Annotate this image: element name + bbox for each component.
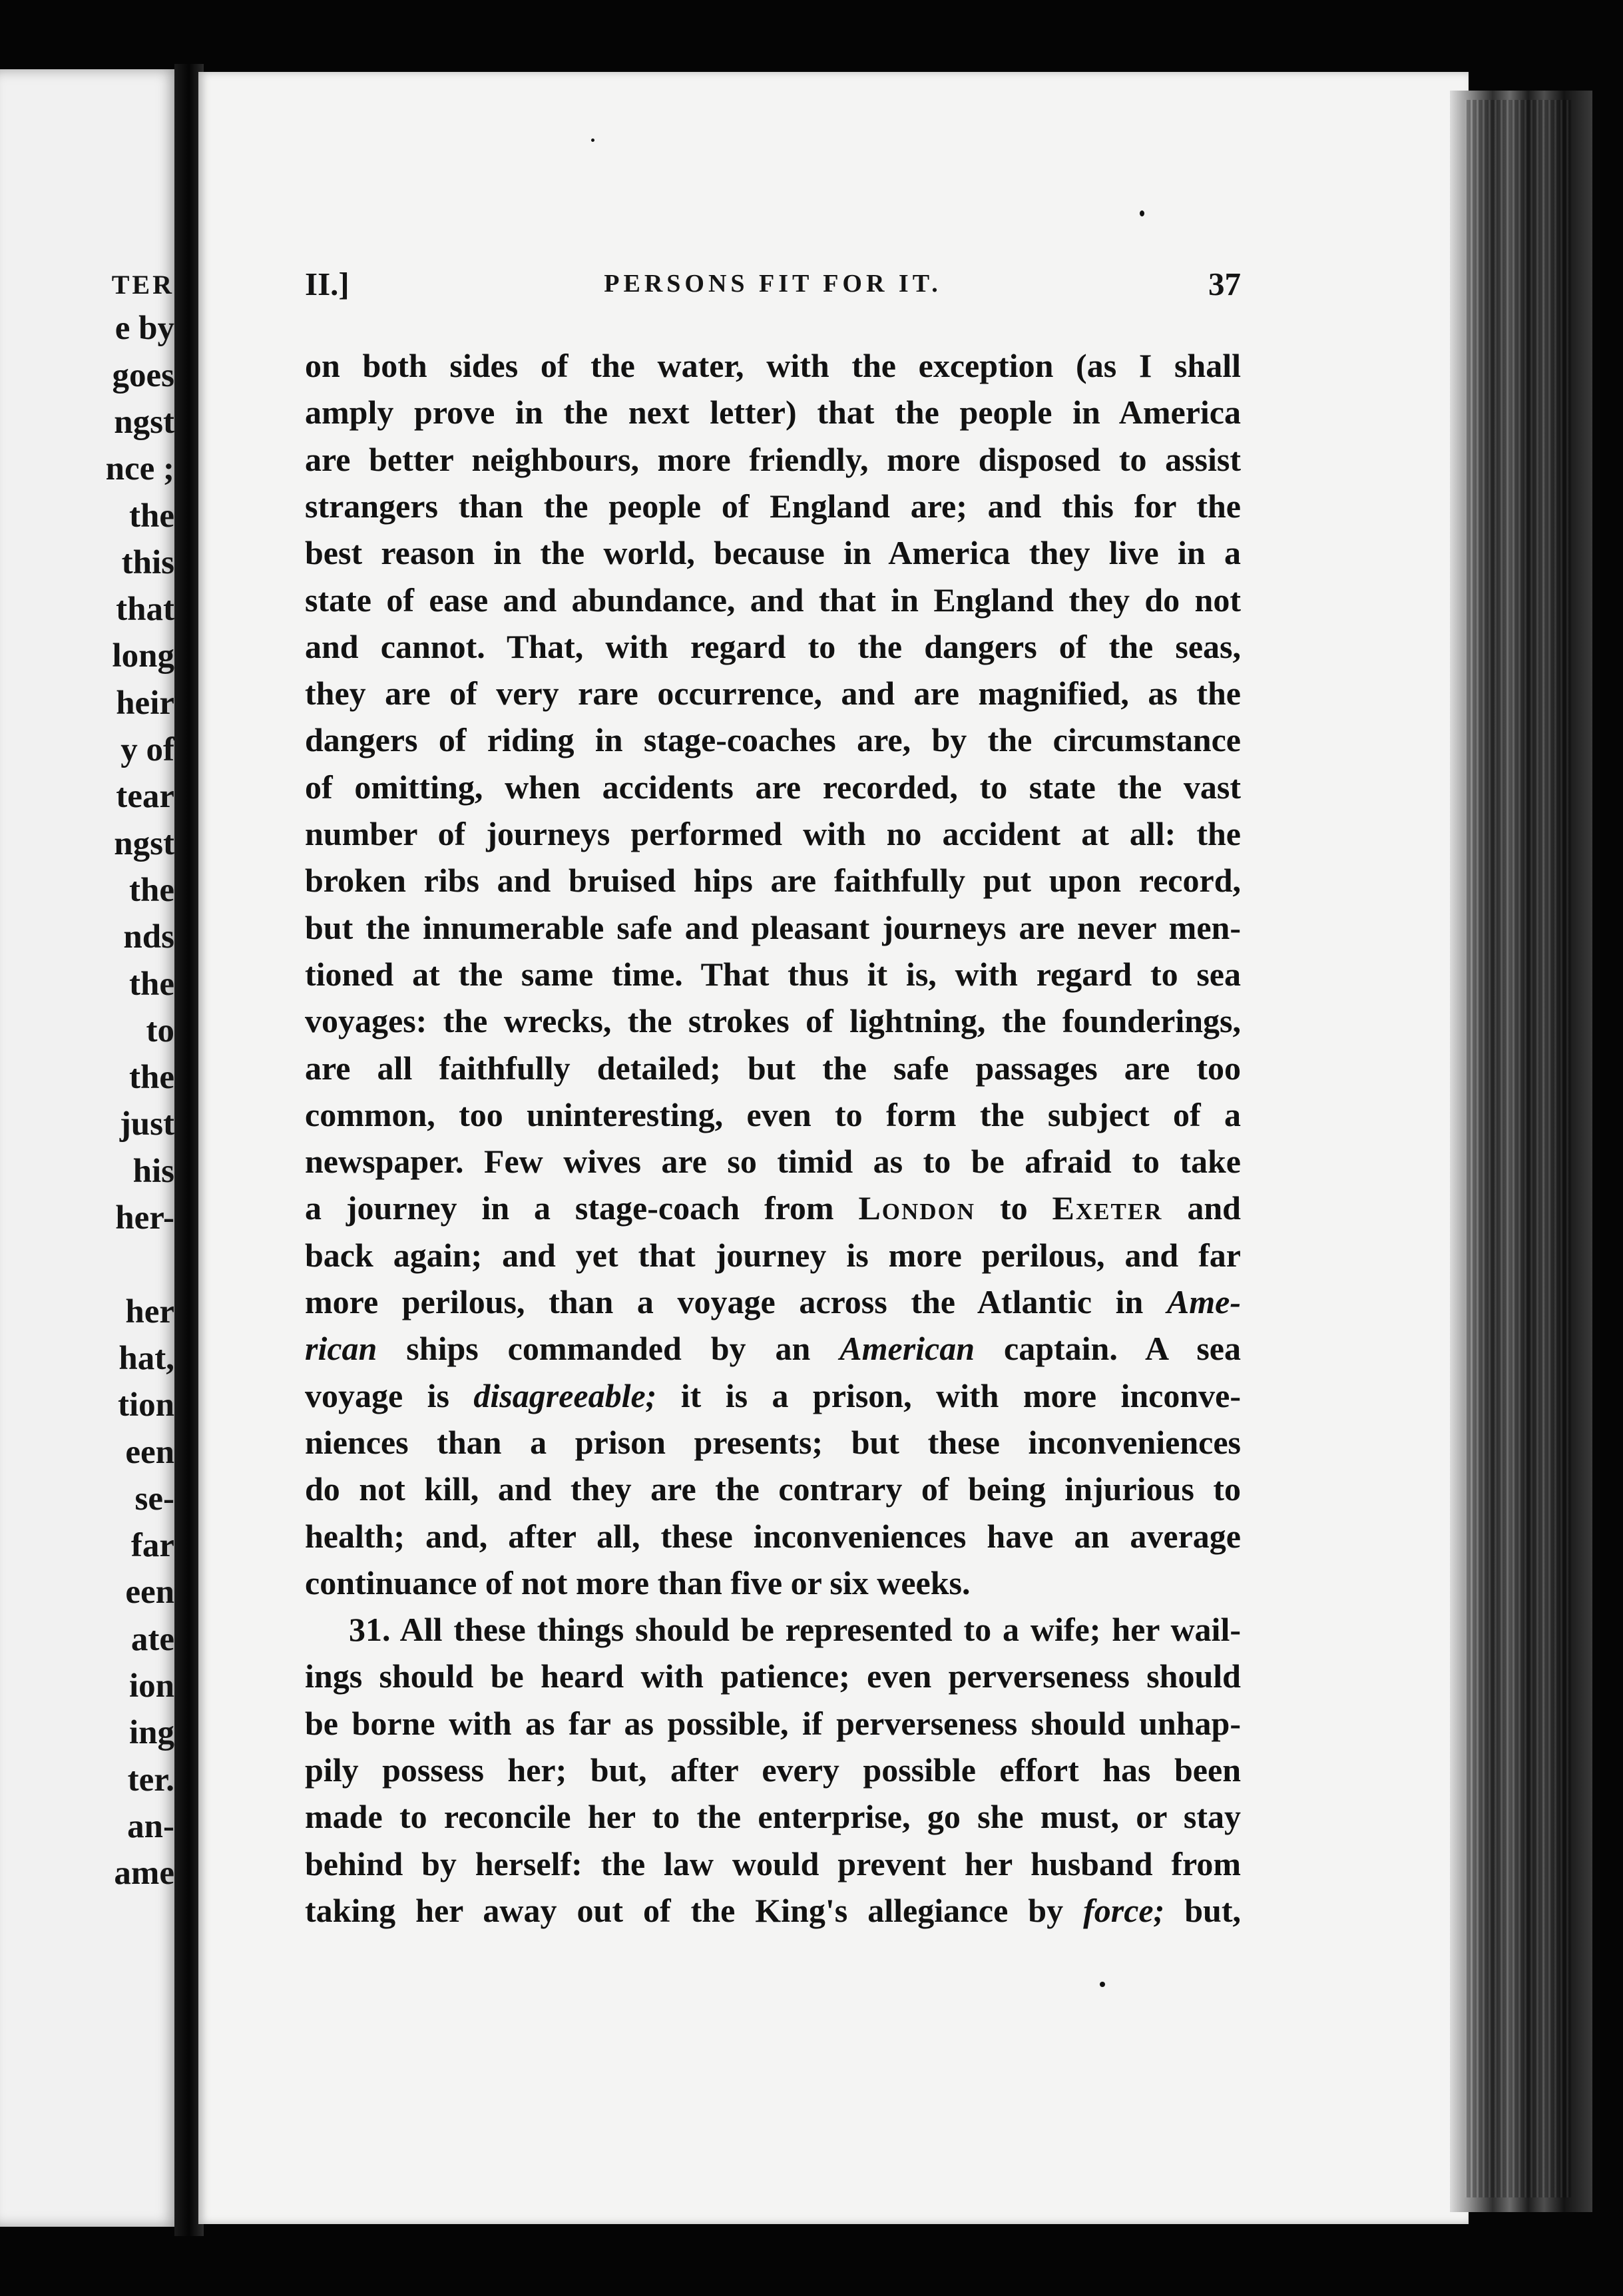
text-run: dangers of riding in stage-coaches are, by the circumstance xyxy=(305,721,1241,758)
text-run: health; and, after all, these inconveniences have an average xyxy=(305,1518,1241,1555)
text-line xyxy=(305,814,1241,861)
text-line xyxy=(305,533,1241,580)
small-caps-text: Exeter xyxy=(1052,1189,1163,1227)
facing-page-fragment: an- xyxy=(127,1808,174,1845)
text-run: 31. All these things should be represented to a wife; her wail- xyxy=(349,1611,1241,1648)
facing-page-fragment: long xyxy=(112,637,174,675)
text-run: behind by herself: the law would prevent her husband from xyxy=(305,1845,1241,1882)
text-line xyxy=(305,581,1241,627)
text-line xyxy=(305,393,1241,439)
paper-speck xyxy=(591,139,594,142)
text-line xyxy=(305,1470,1241,1516)
running-header xyxy=(305,265,1241,312)
text-line xyxy=(305,1283,1241,1329)
facing-page-fragment: this xyxy=(121,544,174,581)
text-run: they are of very rare occurrence, and are magnified, as the xyxy=(305,675,1241,712)
text-run: on both sides of the water, with the exception (as I shall xyxy=(305,347,1241,384)
text-run: state of ease and abundance, and that in England they do not xyxy=(305,581,1241,619)
text-run: voyage is xyxy=(305,1377,474,1414)
facing-page-fragment: nds xyxy=(123,918,174,956)
facing-page-fragment: ame xyxy=(114,1855,174,1892)
facing-page-fragment: een xyxy=(125,1574,174,1611)
text-run: made to reconcile her to the enterprise, go she must, or stay xyxy=(305,1798,1241,1835)
page-edge-texture xyxy=(1465,100,1571,2197)
text-line xyxy=(305,1845,1241,1891)
text-line xyxy=(305,1891,1241,1938)
text-run: are all faithfully detailed; but the safe passages are too xyxy=(305,1049,1241,1087)
text-run: amply prove in the next letter) that the people in America xyxy=(305,394,1241,431)
facing-page-fragment: ngst xyxy=(114,404,174,441)
facing-page-fragment: tear xyxy=(116,778,174,815)
text-line xyxy=(305,1610,1241,1657)
paper-speck xyxy=(1140,210,1144,216)
facing-page-fragment: e by xyxy=(115,310,174,347)
chapter-marker: II.] xyxy=(305,266,349,302)
text-run: a journey in a stage-coach from xyxy=(305,1189,859,1227)
facing-page-fragment: the xyxy=(129,497,174,535)
facing-page-fragment: TER xyxy=(111,270,174,300)
italic-text: rican xyxy=(305,1330,377,1367)
facing-page-fragment: just xyxy=(119,1105,174,1143)
text-run: more perilous, than a voyage across the Atlantic in xyxy=(305,1283,1167,1320)
facing-page-fragment: ing xyxy=(128,1714,174,1751)
page-number: 37 xyxy=(1208,266,1241,302)
text-run: newspaper. Few wives are so timid as to be afraid to take xyxy=(305,1143,1241,1180)
facing-page-fragment: ate xyxy=(130,1621,174,1658)
text-run: to xyxy=(975,1189,1052,1227)
text-run: ships commanded by an xyxy=(377,1330,840,1367)
text-run: do not kill, and they are the contrary of being injurious to xyxy=(305,1470,1241,1508)
facing-page-fragment: the xyxy=(129,872,174,909)
facing-page-fragment: far xyxy=(130,1527,174,1564)
text-line xyxy=(305,1002,1241,1048)
text-line xyxy=(305,768,1241,814)
facing-page-fragment: the xyxy=(129,966,174,1003)
facing-page-fragment: goes xyxy=(112,357,174,394)
text-line xyxy=(305,1423,1241,1470)
facing-page-fragment: tion xyxy=(117,1386,174,1424)
text-line xyxy=(305,908,1241,955)
facing-page-fragment: ter. xyxy=(127,1761,174,1799)
text-run: best reason in the world, because in America they live in a xyxy=(305,534,1241,571)
facing-page-left xyxy=(0,69,180,2227)
text-run: pily possess her; but, after every possible effort has been xyxy=(305,1751,1241,1789)
facing-page-fragment: ngst xyxy=(114,825,174,862)
text-line xyxy=(305,1376,1241,1423)
text-line xyxy=(305,861,1241,908)
text-run: taking her away out of the King's allegiance by xyxy=(305,1892,1084,1929)
text-line xyxy=(305,627,1241,674)
text-run: of omitting, when accidents are recorded, to state the vast xyxy=(305,768,1241,806)
text-line xyxy=(305,1236,1241,1283)
facing-page-fragment: to xyxy=(146,1012,174,1049)
text-line xyxy=(305,1049,1241,1095)
text-run: captain. A sea xyxy=(975,1330,1242,1367)
text-line xyxy=(305,346,1241,393)
text-line xyxy=(305,1095,1241,1142)
text-run: strangers than the people of England are; and this for the xyxy=(305,487,1241,525)
text-line xyxy=(305,1517,1241,1564)
text-run: continuance of not more than five or six weeks. xyxy=(305,1564,971,1601)
text-line xyxy=(305,720,1241,767)
paper-speck xyxy=(1100,1982,1105,1987)
facing-page-fragment: the xyxy=(129,1059,174,1096)
facing-page-fragment: her- xyxy=(115,1199,174,1237)
text-line xyxy=(305,487,1241,533)
text-run: and cannot. That, with regard to the dangers of the seas, xyxy=(305,628,1241,665)
text-line xyxy=(305,674,1241,720)
facing-page-fragment: ion xyxy=(128,1667,174,1705)
text-run: ings should be heard with patience; even perverseness should xyxy=(305,1657,1241,1695)
text-line xyxy=(305,1797,1241,1844)
facing-page-fragment: that xyxy=(116,591,174,628)
facing-page-fragment: y of xyxy=(120,731,174,768)
text-line xyxy=(305,1189,1241,1235)
facing-page-fragment: his xyxy=(132,1153,174,1190)
running-title: PERSONS FIT FOR IT. xyxy=(604,270,942,298)
text-run: but the innumerable safe and pleasant journeys are never men- xyxy=(305,909,1241,946)
text-line xyxy=(305,955,1241,1002)
text-run: broken ribs and bruised hips are faithfully put upon record, xyxy=(305,862,1241,899)
italic-text: Ame- xyxy=(1166,1283,1241,1320)
italic-text: force; xyxy=(1083,1892,1165,1929)
text-line xyxy=(305,1142,1241,1189)
text-line xyxy=(305,1329,1241,1376)
text-run: voyages: the wrecks, the strokes of lightning, the founderings, xyxy=(305,1002,1241,1039)
text-run: it is a prison, with more inconve- xyxy=(656,1377,1242,1414)
text-run: common, too uninteresting, even to form the subject of a xyxy=(305,1096,1241,1133)
text-line xyxy=(305,1657,1241,1703)
text-run: number of journeys performed with no accident at all: the xyxy=(305,815,1241,852)
facing-page-fragment: een xyxy=(125,1434,174,1471)
facing-page-fragment: se- xyxy=(134,1480,174,1518)
text-run: back again; and yet that journey is more perilous, and far xyxy=(305,1237,1241,1274)
text-run: tioned at the same time. That thus it is, with regard to sea xyxy=(305,956,1241,993)
text-run: niences than a prison presents; but these inconveniences xyxy=(305,1424,1241,1461)
text-run: be borne with as far as possible, if perverseness should unhap- xyxy=(305,1705,1241,1742)
text-run: and xyxy=(1162,1189,1241,1227)
facing-page-fragment: her xyxy=(125,1293,174,1330)
text-line xyxy=(305,1704,1241,1751)
text-line xyxy=(305,440,1241,487)
facing-page-fragment: heir xyxy=(116,685,174,722)
facing-page-fragment: nce ; xyxy=(105,450,174,487)
text-run: are better neighbours, more friendly, more disposed to assist xyxy=(305,441,1241,478)
text-line xyxy=(305,1751,1241,1797)
small-caps-text: London xyxy=(858,1189,976,1227)
facing-page-fragment: hat, xyxy=(118,1340,174,1377)
text-run: but, xyxy=(1164,1892,1242,1929)
italic-text: disagreeable; xyxy=(473,1377,657,1414)
text-line xyxy=(305,1564,1241,1610)
italic-text: American xyxy=(839,1330,975,1367)
